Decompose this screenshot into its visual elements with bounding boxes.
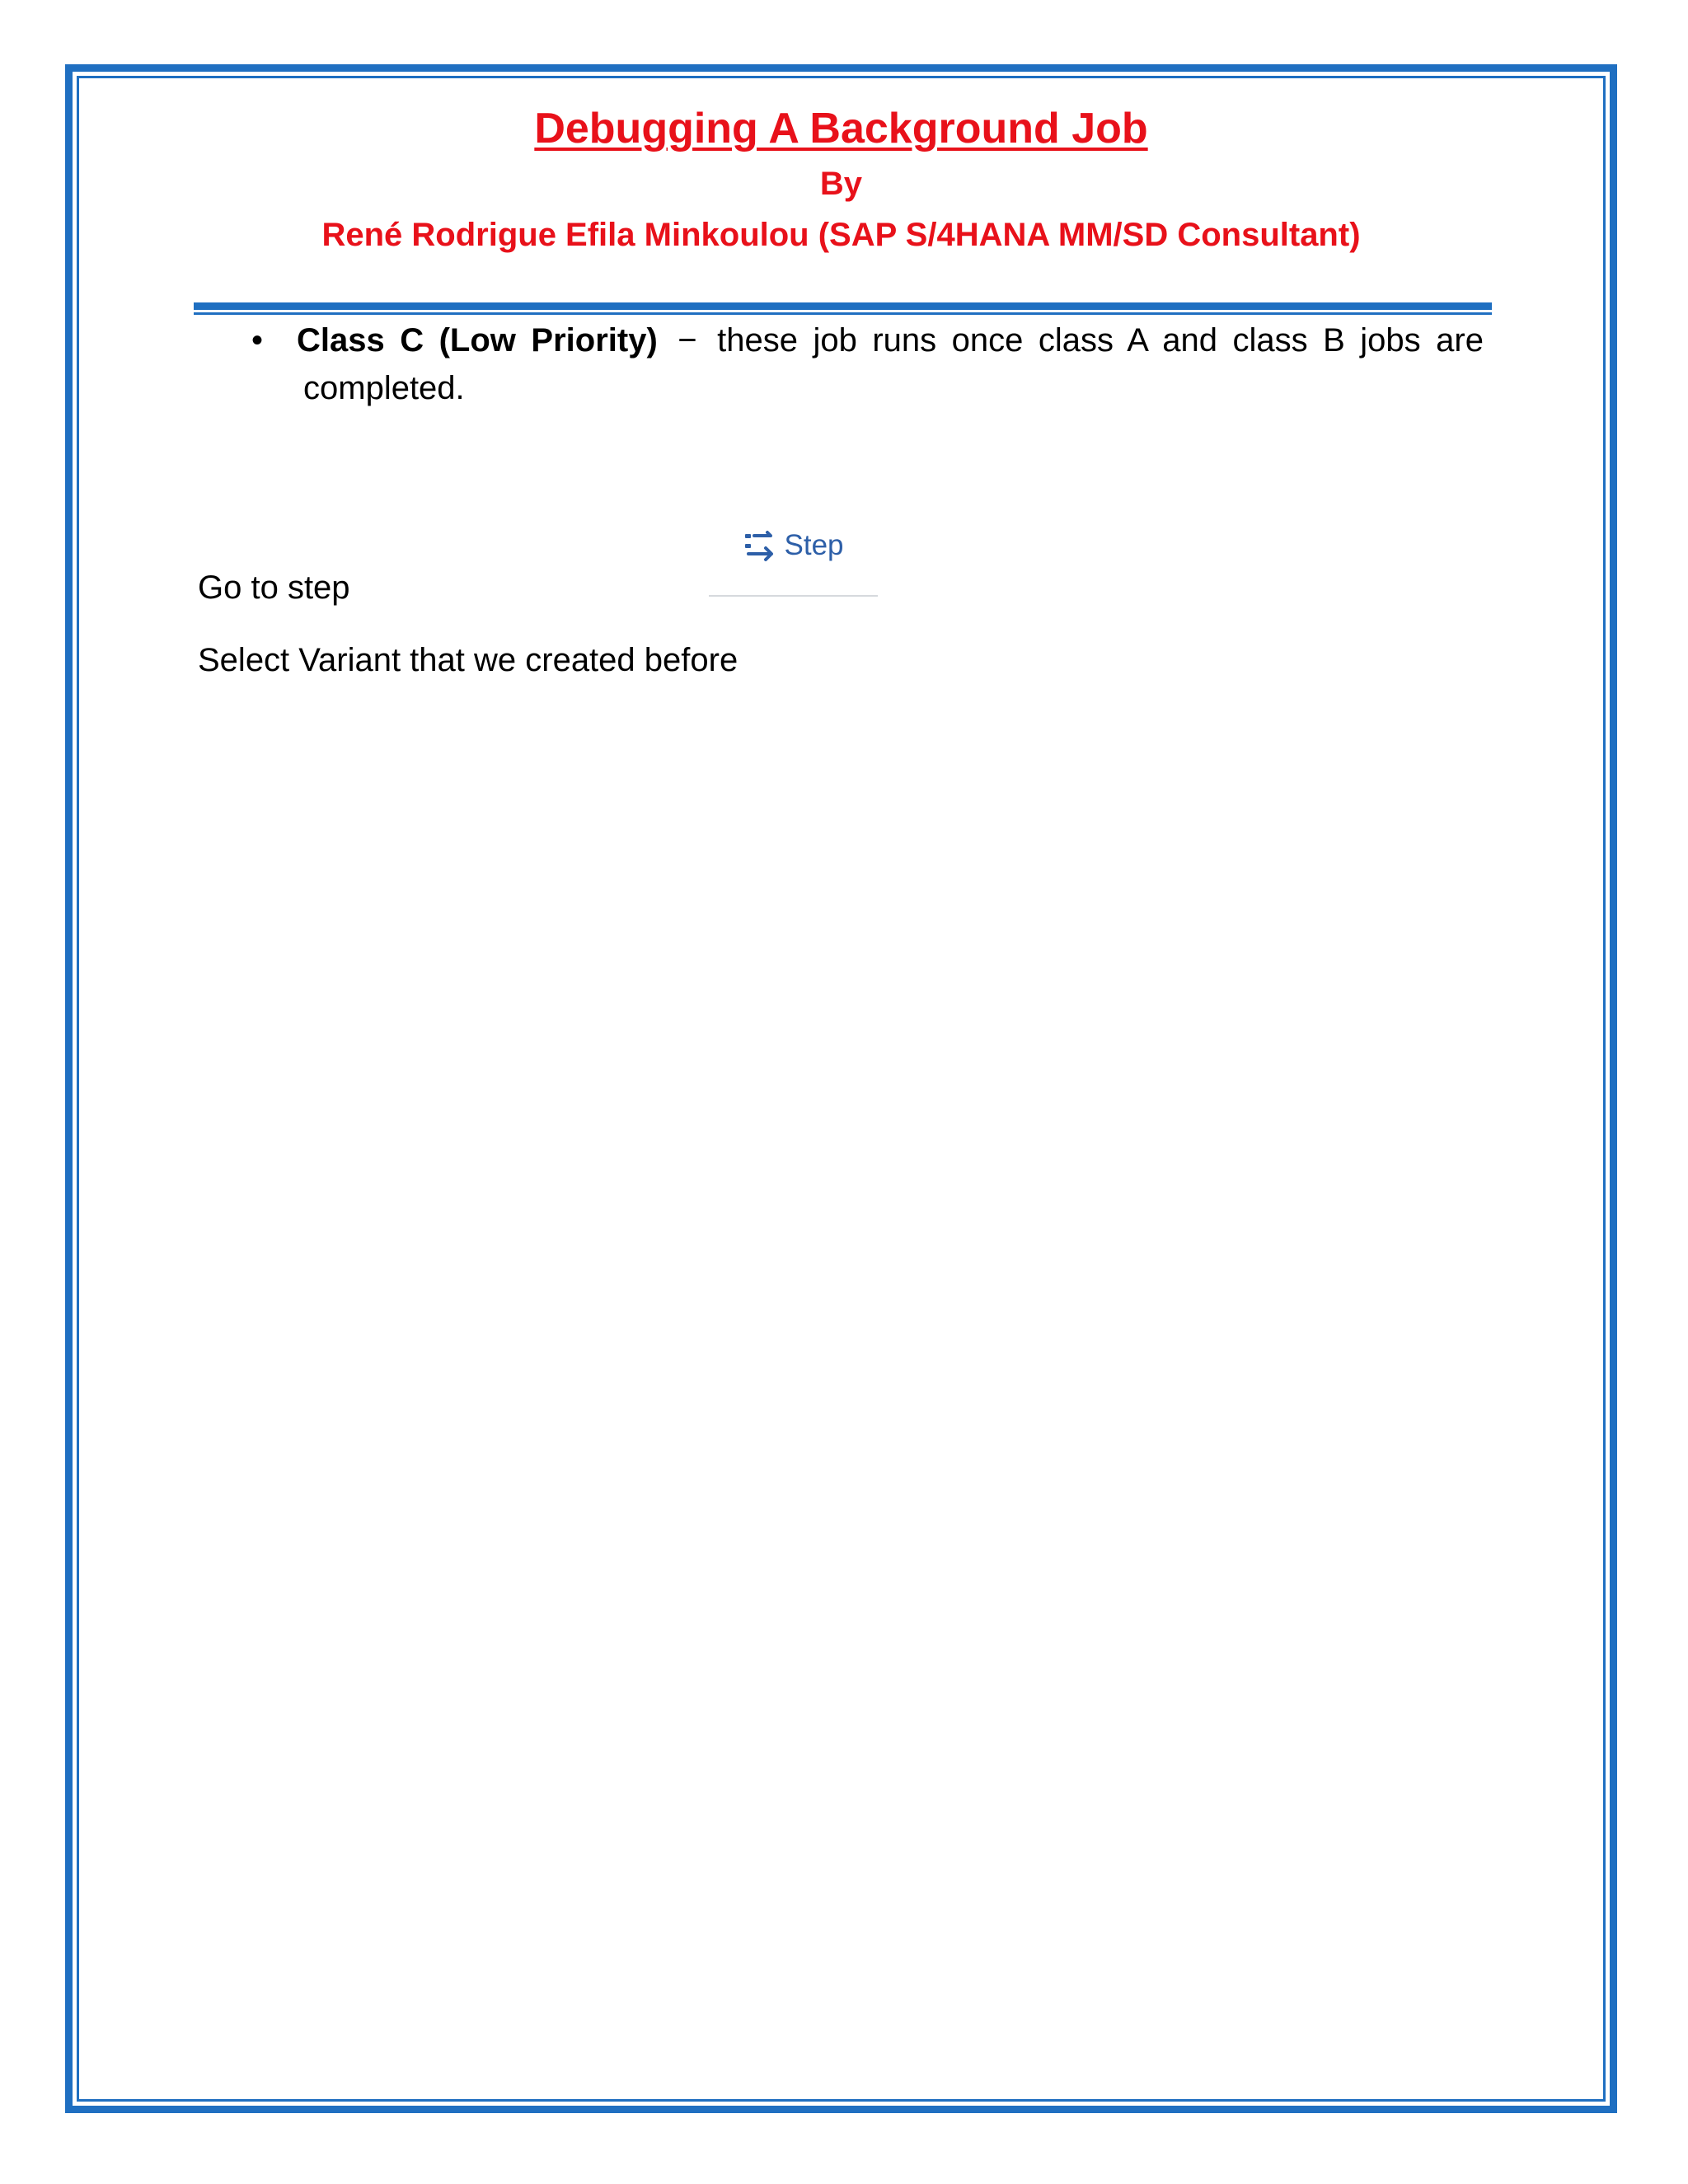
- step-arrow-icon: [743, 529, 778, 564]
- step-button[interactable]: [709, 519, 878, 597]
- select-variant-text: Select Variant that we created before: [198, 642, 738, 678]
- document-header: [79, 99, 1603, 259]
- bullet-bold-label: Class C (Low Priority): [297, 322, 658, 359]
- go-to-step-text: Go to step: [198, 569, 350, 606]
- document-author: René Rodrigue Efila Minkoulou (SAP S/4HANA MM/SD Consultant): [321, 217, 1361, 253]
- bullet-continuation: completed.: [303, 370, 465, 406]
- document-by-line: By: [819, 166, 863, 202]
- header-divider-thin: [194, 312, 1492, 315]
- bullet-description: these job runs once class A and class B jobs are: [717, 322, 1484, 359]
- step-button-label: Step: [784, 529, 844, 561]
- document-title: Debugging A Background Job: [534, 105, 1148, 152]
- header-divider-thick: [194, 302, 1492, 310]
- bullet-marker: •: [251, 322, 264, 359]
- bullet-text-line: [297, 316, 1484, 364]
- bullet-separator: −: [678, 322, 697, 359]
